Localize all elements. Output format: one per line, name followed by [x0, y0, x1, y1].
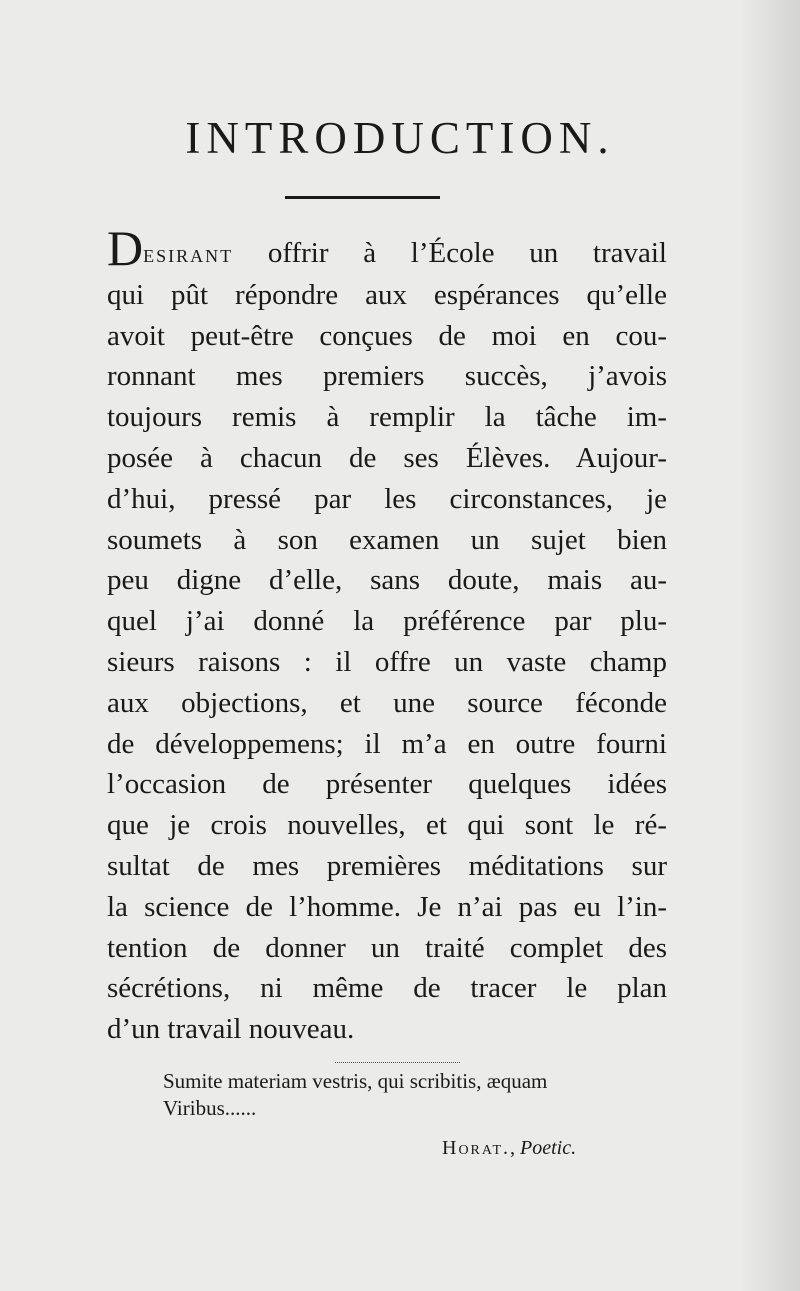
epigraph-separator — [335, 1062, 460, 1063]
epigraph-line-1: Sumite materiam vestris, qui scribitis, æquam — [163, 1069, 548, 1093]
body-line: quel j’ai donné la préférence par plu- — [107, 605, 667, 638]
body-line: de développemens; il m’a en outre fourni — [107, 727, 667, 760]
heading-rule — [285, 196, 440, 199]
attribution-work: Poetic. — [520, 1137, 577, 1159]
body-line: sieurs raisons : il offre un vaste champ — [107, 645, 667, 678]
page-edge-shadow — [740, 0, 800, 1291]
body-line: toujours remis à remplir la tâche im- — [107, 401, 667, 434]
body-line: aux objections, et une source féconde — [107, 686, 667, 719]
body-line: ronnant mes premiers succès, j’avois — [107, 360, 667, 393]
body-line: sécrétions, ni même de tracer le plan — [107, 972, 667, 1005]
body-line: sultat de mes premières méditations sur — [107, 849, 667, 882]
body-line-last: d’un travail nouveau. — [107, 1013, 355, 1046]
body-line: peu digne d’elle, sans doute, mais au- — [107, 564, 667, 597]
body-line-1 — [107, 220, 667, 276]
body-line: la science de l’homme. Je n’ai pas eu l’in- — [107, 890, 667, 923]
drop-cap: D — [107, 220, 144, 276]
epigraph-attribution — [442, 1137, 576, 1160]
body-line: l’occasion de présenter quelques idées — [107, 768, 667, 801]
small-caps-word: esirant — [143, 239, 234, 268]
body-line: avoit peut-être conçues de moi en cou- — [107, 319, 667, 352]
body-line: tention de donner un traité complet des — [107, 931, 667, 964]
body-line: soumets à son examen un sujet bien — [107, 523, 667, 556]
body-paragraph — [107, 220, 667, 1050]
epigraph — [163, 1068, 663, 1122]
body-line: posée à chacun de ses Élèves. Aujour- — [107, 441, 667, 474]
attribution-separator: , — [510, 1137, 521, 1159]
body-line: d’hui, pressé par les circonstances, je — [107, 482, 667, 515]
attribution-author: Horat. — [442, 1137, 511, 1159]
page-heading: INTRODUCTION. — [185, 113, 615, 163]
body-line-1-text: offrir à l’École un travail — [233, 237, 667, 269]
body-line: qui pût répondre aux espérances qu’elle — [107, 278, 667, 311]
epigraph-line-2: Viribus...... — [163, 1096, 257, 1120]
body-line: que je crois nouvelles, et qui sont le ré- — [107, 809, 667, 842]
